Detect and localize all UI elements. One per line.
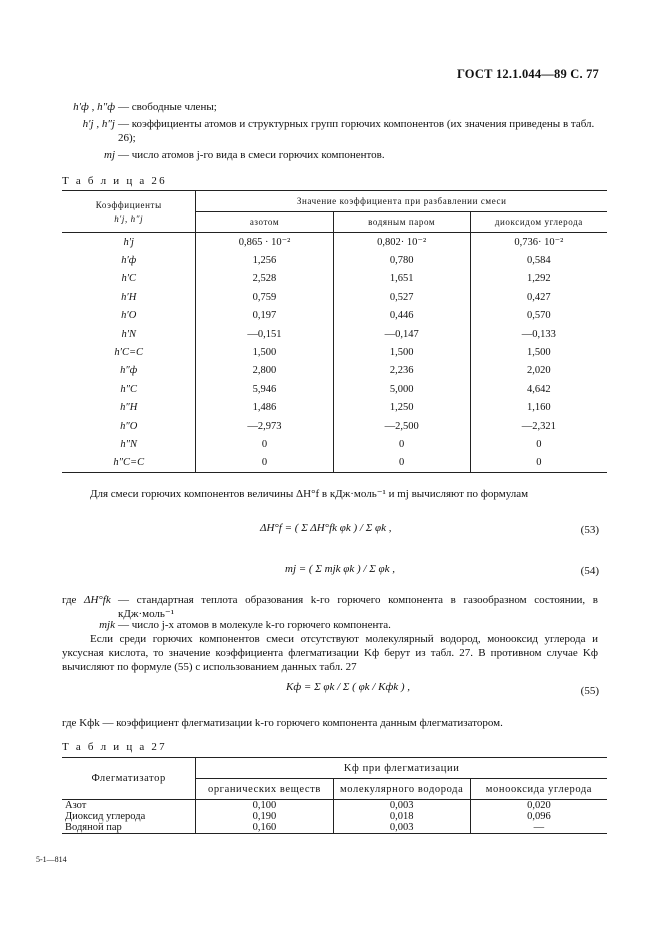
table-26: [62, 190, 607, 473]
coefficient-cell: h′C=C: [62, 343, 196, 361]
value-cell: 0,160: [196, 822, 333, 834]
value-cell: 1,500: [527, 347, 551, 359]
table26-caption: Т а б л и ц а 26: [62, 175, 167, 187]
value-cell: 1,250: [333, 399, 470, 417]
value-cell: 4,642: [527, 383, 551, 395]
equation-number-53: (53): [580, 524, 599, 536]
value-cell: 1,160: [527, 402, 551, 414]
value-cell: 0: [196, 435, 333, 453]
col0-header-line1: Коэффициенты: [95, 199, 162, 210]
definition-row: [62, 100, 607, 114]
table27-caption: Т а б л и ц а 27: [62, 741, 167, 753]
table26-subheader: диоксидом углерода: [494, 217, 583, 227]
where-1: [62, 593, 598, 621]
value-cell: 1,256: [196, 251, 333, 269]
table-row: [62, 822, 607, 834]
table-row: [62, 800, 607, 812]
value-cell: —2,500: [333, 417, 470, 435]
coefficient-cell: h″O: [62, 417, 196, 435]
table27-col0-header: Флегматизатор: [62, 758, 196, 800]
value-cell: —2,973: [196, 417, 333, 435]
value-cell: 0,759: [196, 288, 333, 306]
page-footer: 5-1—814: [36, 855, 67, 864]
table26-body: [62, 233, 607, 473]
value-cell: 0,427: [527, 291, 551, 303]
table-row: [62, 233, 607, 252]
where-2: [62, 618, 598, 632]
value-cell: 2,528: [196, 270, 333, 288]
coefficient-cell: h″H: [62, 399, 196, 417]
value-cell: 0,865 · 10⁻²: [196, 233, 333, 252]
page-header: ГОСТ 12.1.044—89 С. 77: [456, 67, 599, 81]
formula-53: ΔH°f = ( Σ ΔH°fk φk ) / Σ φk ,: [260, 522, 392, 534]
table27-subheader: органических веществ: [196, 779, 333, 800]
table-row: [62, 288, 607, 306]
table-row: [62, 362, 607, 380]
value-cell: 0,003: [333, 800, 470, 812]
table26-group-header: Значение коэффициента при разбавлении смеси: [196, 191, 607, 212]
value-cell: 0,020: [527, 800, 551, 811]
coefficient-cell: h″N: [62, 435, 196, 453]
table-row: [62, 399, 607, 417]
table-row: [62, 454, 607, 473]
value-cell: 0,527: [333, 288, 470, 306]
definition-text: — свободные члены;: [118, 101, 217, 113]
value-cell: 1,500: [196, 343, 333, 361]
agent-name-cell: Диоксид углерода: [62, 811, 196, 822]
equation-number-55: (55): [580, 685, 599, 697]
definitions: [62, 100, 607, 165]
table27-group-header: Kф при флегматизации: [196, 758, 607, 779]
table-row: [62, 380, 607, 398]
coefficient-cell: h′O: [62, 307, 196, 325]
coefficient-cell: h′N: [62, 325, 196, 343]
value-cell: 1,651: [333, 270, 470, 288]
where-lead: где: [62, 594, 77, 606]
where-text: — стандартная теплота образования k-го горючего компонента в газообразном состоянии, в кДж·моль⁻¹: [118, 594, 598, 620]
table26-col0-header: [62, 191, 196, 233]
value-cell: 0: [196, 454, 333, 473]
value-cell: 0,802· 10⁻²: [333, 233, 470, 252]
value-cell: 0,190: [196, 811, 333, 822]
table-27: [62, 757, 607, 834]
where-text: — число j-х атомов в молекуле k-го горючего компонента.: [118, 619, 391, 631]
value-cell: 0,100: [196, 800, 333, 812]
table27-body: [62, 800, 607, 834]
agent-name-cell: Азот: [62, 800, 196, 812]
value-cell: 0: [333, 435, 470, 453]
coefficient-cell: h′C: [62, 270, 196, 288]
value-cell: 0,018: [333, 811, 470, 822]
table-row: [62, 343, 607, 361]
definition-text: — коэффициенты атомов и структурных групп горючих компонентов (их значения приведены в табл. 26);: [118, 118, 595, 144]
value-cell: —2,321: [521, 420, 556, 432]
definition-symbol: mj: [104, 149, 115, 161]
formula-55: Kф = Σ φk / Σ ( φk / Kфk ) ,: [286, 681, 411, 693]
where-3: где Kфk — коэффициент флегматизации k-го горючего компонента данным флегматизатором.: [62, 717, 503, 729]
where-symbol: mjk: [99, 619, 115, 631]
coefficient-cell: h″C: [62, 380, 196, 398]
where-symbol: ΔH°fk: [84, 594, 111, 606]
coefficient-cell: h″C=C: [62, 454, 196, 473]
value-cell: 2,236: [333, 362, 470, 380]
table26-subheader: водяным паром: [333, 212, 470, 233]
equation-number-54: (54): [580, 565, 599, 577]
value-cell: 2,800: [196, 362, 333, 380]
table-row: [62, 270, 607, 288]
value-cell: 0: [536, 438, 542, 450]
col0-header-line2: h′j, h″j: [114, 213, 144, 224]
agent-name-cell: Водяной пар: [62, 822, 196, 834]
table-row: [62, 251, 607, 269]
table27-subheader: монооксида углерода: [485, 783, 593, 795]
coefficient-cell: h′H: [62, 288, 196, 306]
value-cell: 1,500: [333, 343, 470, 361]
table-row: [62, 435, 607, 453]
value-cell: —0,151: [196, 325, 333, 343]
value-cell: 0: [333, 454, 470, 473]
table-row: [62, 811, 607, 822]
value-cell: —: [533, 822, 545, 833]
value-cell: 0,096: [527, 811, 551, 822]
value-cell: 0: [536, 457, 542, 469]
definition-symbol: h′ф , h″ф: [73, 101, 115, 113]
coefficient-cell: h″ф: [62, 362, 196, 380]
coefficient-cell: h′ф: [62, 251, 196, 269]
formula-54: mj = ( Σ mjk φk ) / Σ φk ,: [285, 563, 395, 575]
value-cell: 0,780: [333, 251, 470, 269]
value-cell: 0,736· 10⁻²: [514, 237, 564, 249]
definition-symbol: h′j , h″j: [82, 118, 115, 130]
value-cell: 1,292: [527, 273, 551, 285]
value-cell: 0,003: [333, 822, 470, 834]
definition-row: [62, 148, 607, 162]
value-cell: 5,946: [196, 380, 333, 398]
value-cell: 0,584: [527, 255, 551, 267]
paragraph-1: Для смеси горючих компонентов величины ΔH°f в кДж·моль⁻¹ и mj вычисляют по формулам: [90, 488, 529, 500]
table27-subheader: молекулярного водорода: [333, 779, 470, 800]
value-cell: 0,570: [527, 310, 551, 322]
value-cell: —0,147: [333, 325, 470, 343]
table-row: [62, 307, 607, 325]
coefficient-cell: h′j: [62, 233, 196, 252]
value-cell: 0,197: [196, 307, 333, 325]
value-cell: —0,133: [521, 328, 556, 340]
definition-text: — число атомов j-го вида в смеси горючих компонентов.: [118, 149, 385, 161]
table-row: [62, 325, 607, 343]
paragraph-2: Если среди горючих компонентов смеси отсутствуют молекулярный водород, монооксид углерода и уксусная кислота, то значение коэффициента флегматизации Kф берут из табл. 27. В противном случае Kф вычисляют по формуле (55) с использованием данных табл. 27: [62, 633, 598, 673]
value-cell: 1,486: [196, 399, 333, 417]
table-row: [62, 417, 607, 435]
definition-row: [62, 117, 607, 145]
value-cell: 0,446: [333, 307, 470, 325]
value-cell: 2,020: [527, 365, 551, 377]
value-cell: 5,000: [333, 380, 470, 398]
table26-subheader: азотом: [196, 212, 333, 233]
